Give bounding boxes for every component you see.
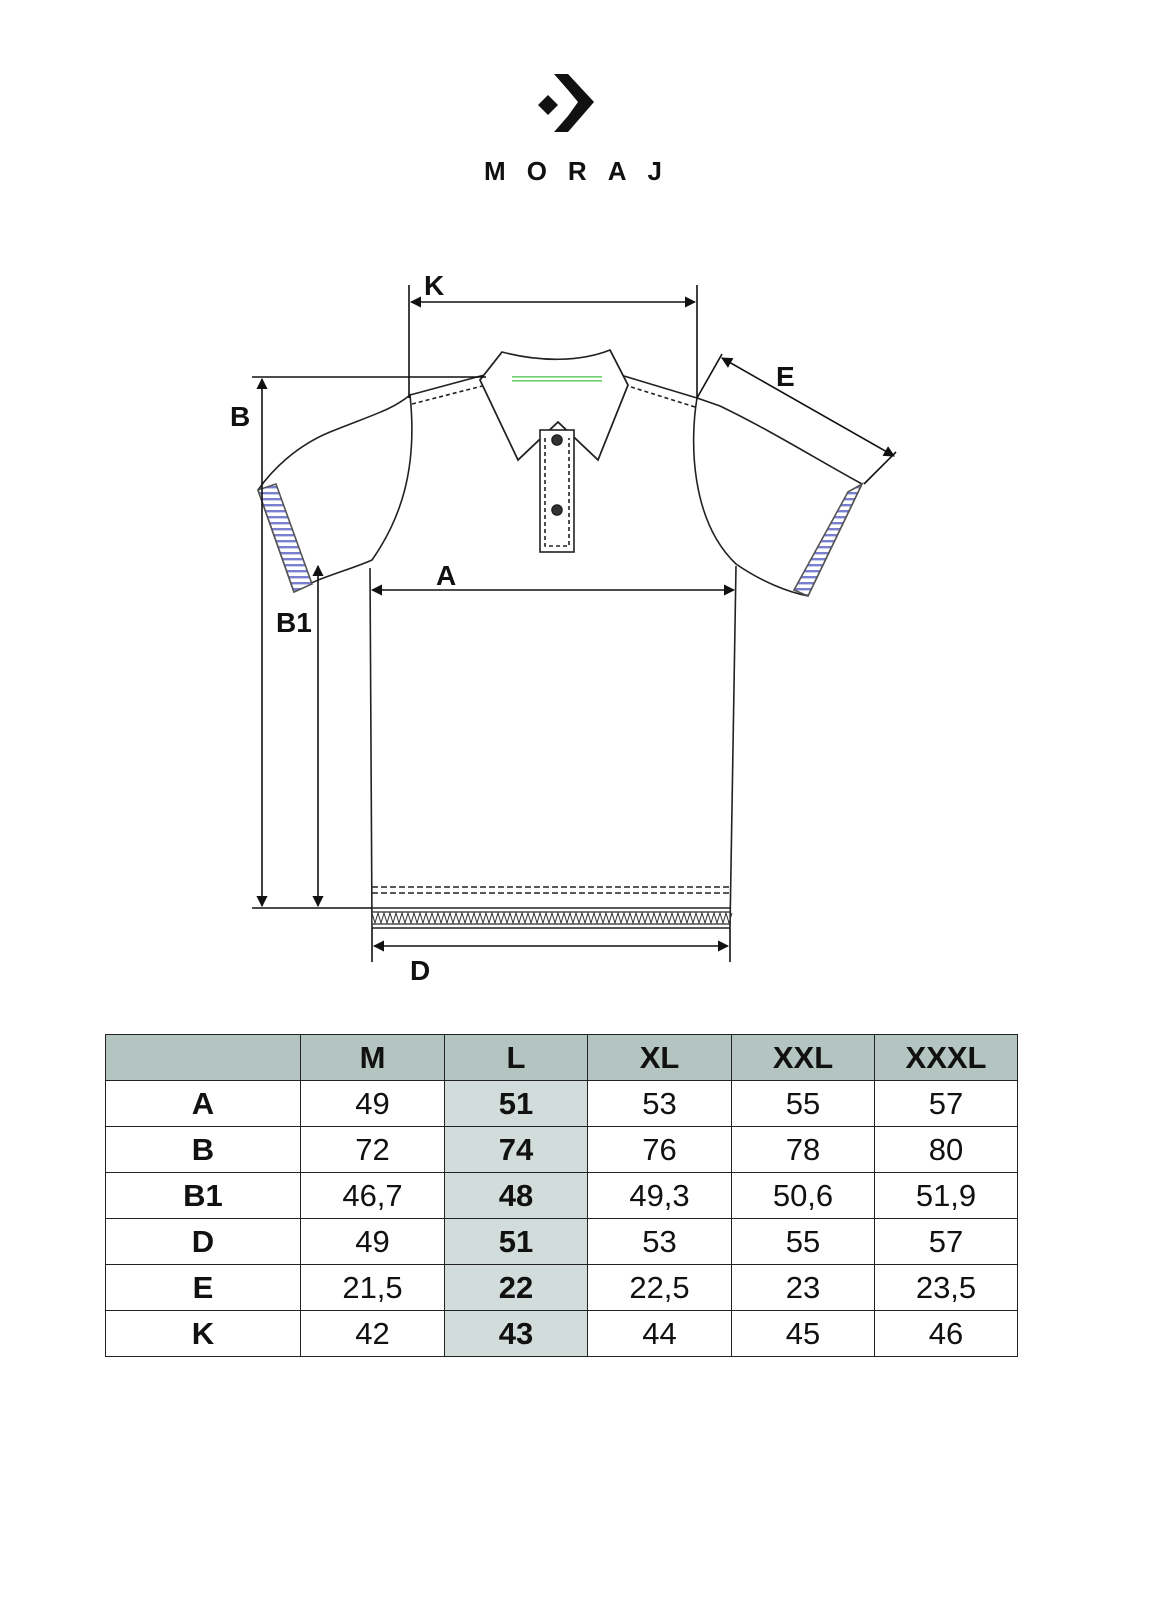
measurement-value: 74 <box>445 1127 588 1173</box>
measurement-value: 49 <box>301 1081 445 1127</box>
measurement-value: 23,5 <box>875 1265 1018 1311</box>
measurement-value: 55 <box>732 1081 875 1127</box>
size-header-cell: XL <box>588 1035 732 1081</box>
measurement-value: 23 <box>732 1265 875 1311</box>
table-row <box>106 1311 1018 1357</box>
measurement-value: 51 <box>445 1219 588 1265</box>
measurement-value: 46 <box>875 1311 1018 1357</box>
measurement-value: 55 <box>732 1219 875 1265</box>
table-row <box>106 1127 1018 1173</box>
measurement-value: 78 <box>732 1127 875 1173</box>
table-row <box>106 1219 1018 1265</box>
size-header-cell: L <box>445 1035 588 1081</box>
measurement-label: A <box>106 1081 301 1127</box>
measurement-label: K <box>106 1311 301 1357</box>
measurement-value: 50,6 <box>732 1173 875 1219</box>
measurement-value: 51 <box>445 1081 588 1127</box>
measurement-value: 72 <box>301 1127 445 1173</box>
measurement-label: B1 <box>106 1173 301 1219</box>
measurement-value: 48 <box>445 1173 588 1219</box>
measurement-value: 21,5 <box>301 1265 445 1311</box>
measurement-label: D <box>106 1219 301 1265</box>
size-table-body <box>106 1081 1018 1357</box>
measurement-value: 51,9 <box>875 1173 1018 1219</box>
shirt-outline <box>258 350 862 928</box>
measurement-value: 49 <box>301 1219 445 1265</box>
size-table-header <box>106 1035 1018 1081</box>
hem-zigzag <box>372 912 732 924</box>
measurement-label: B <box>106 1127 301 1173</box>
dim-label-b: B <box>230 401 251 432</box>
dim-label-k: K <box>424 270 445 301</box>
measurement-value: 57 <box>875 1081 1018 1127</box>
measurement-value: 76 <box>588 1127 732 1173</box>
size-header-row <box>106 1035 1018 1081</box>
measurement-value: 44 <box>588 1311 732 1357</box>
measurement-value: 57 <box>875 1219 1018 1265</box>
size-header-cell: XXXL <box>875 1035 1018 1081</box>
table-row <box>106 1081 1018 1127</box>
measurement-value: 42 <box>301 1311 445 1357</box>
measurement-value: 45 <box>732 1311 875 1357</box>
dim-label-e: E <box>776 361 795 392</box>
measurement-value: 49,3 <box>588 1173 732 1219</box>
measurement-value: 53 <box>588 1219 732 1265</box>
dim-label-b1: B1 <box>276 607 312 638</box>
measurement-value: 43 <box>445 1311 588 1357</box>
size-header-cell: XXL <box>732 1035 875 1081</box>
size-header-cell: M <box>301 1035 445 1081</box>
measurement-value: 46,7 <box>301 1173 445 1219</box>
dim-label-d: D <box>410 955 431 986</box>
dim-label-a: A <box>436 560 457 591</box>
size-table <box>105 1034 1018 1357</box>
measurement-value: 22,5 <box>588 1265 732 1311</box>
measurement-label: E <box>106 1265 301 1311</box>
table-row <box>106 1173 1018 1219</box>
measurement-value: 80 <box>875 1127 1018 1173</box>
measurement-value: 22 <box>445 1265 588 1311</box>
brand-name: MORAJ <box>484 156 683 186</box>
measurement-value: 53 <box>588 1081 732 1127</box>
header-corner-cell <box>106 1035 301 1081</box>
table-row <box>106 1265 1018 1311</box>
